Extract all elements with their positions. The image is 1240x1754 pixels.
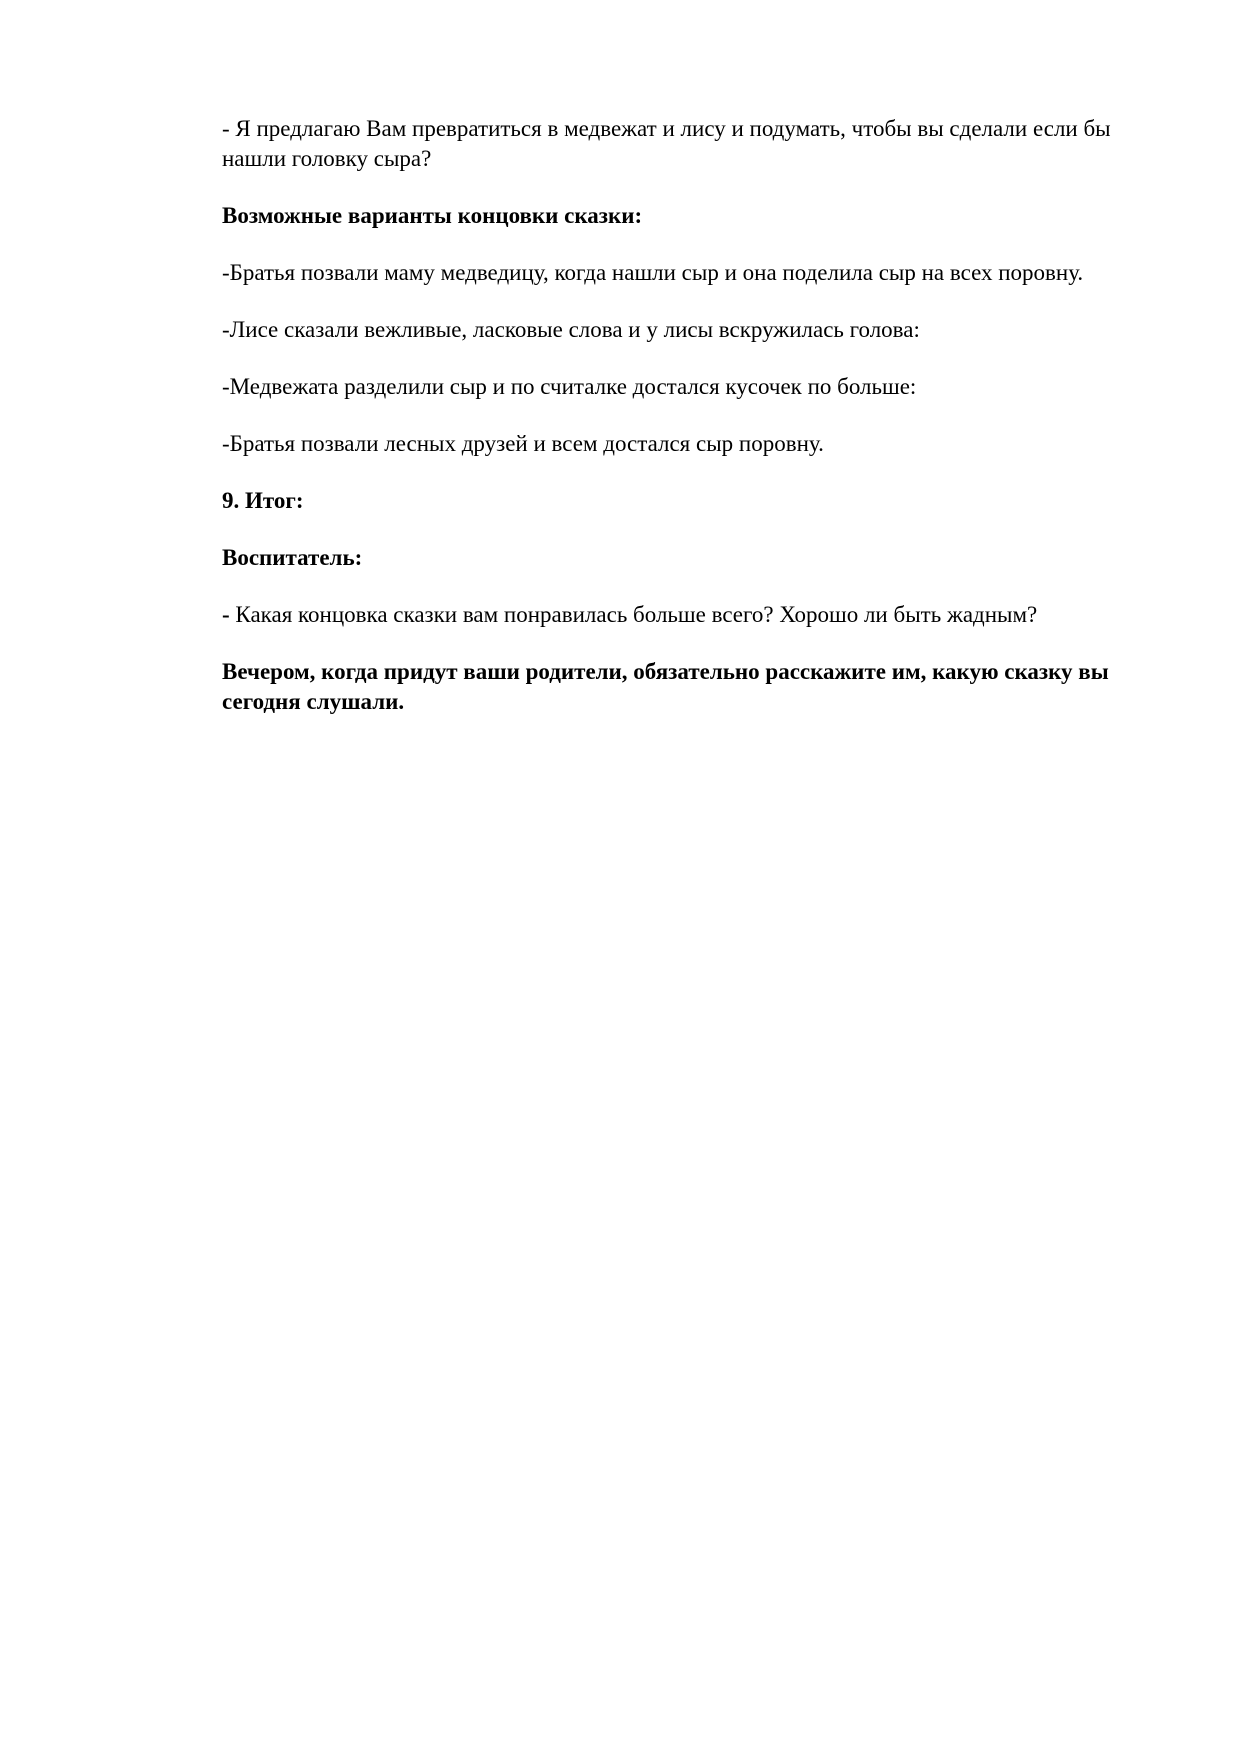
section-heading-summary: 9. Итог: [222, 488, 304, 513]
variant-paragraph-1: -Братья позвали маму медведицу, когда нашли сыр и она поделила сыр на всех поровну. [222, 260, 1084, 285]
closing-dash: - [222, 602, 230, 627]
document-body [222, 114, 1122, 744]
final-instruction-paragraph: Вечером, когда придут ваши родители, обязательно расскажите им, какую сказку вы сегодня слушали. [222, 659, 1109, 714]
variant-paragraph-4: -Братья позвали лесных друзей и всем достался сыр поровну. [222, 431, 824, 456]
variant-paragraph-3: -Медвежата разделили сыр и по считалке достался кусочек по больше: [222, 374, 917, 399]
closing-question-paragraph [222, 600, 1122, 630]
speaker-label: Воспитатель: [222, 545, 363, 570]
variants-heading: Возможные варианты концовки сказки: [222, 203, 643, 228]
variant-paragraph-2: -Лисе сказали вежливые, ласковые слова и у лисы вскружилась голова: [222, 317, 920, 342]
closing-question-text: Какая концовка сказки вам понравилась больше всего? Хорошо ли быть жадным? [229, 602, 1038, 627]
intro-question-paragraph: - Я предлагаю Вам превратиться в медвежат и лису и подумать, чтобы вы сделали если бы нашли головку сыра? [222, 116, 1111, 171]
